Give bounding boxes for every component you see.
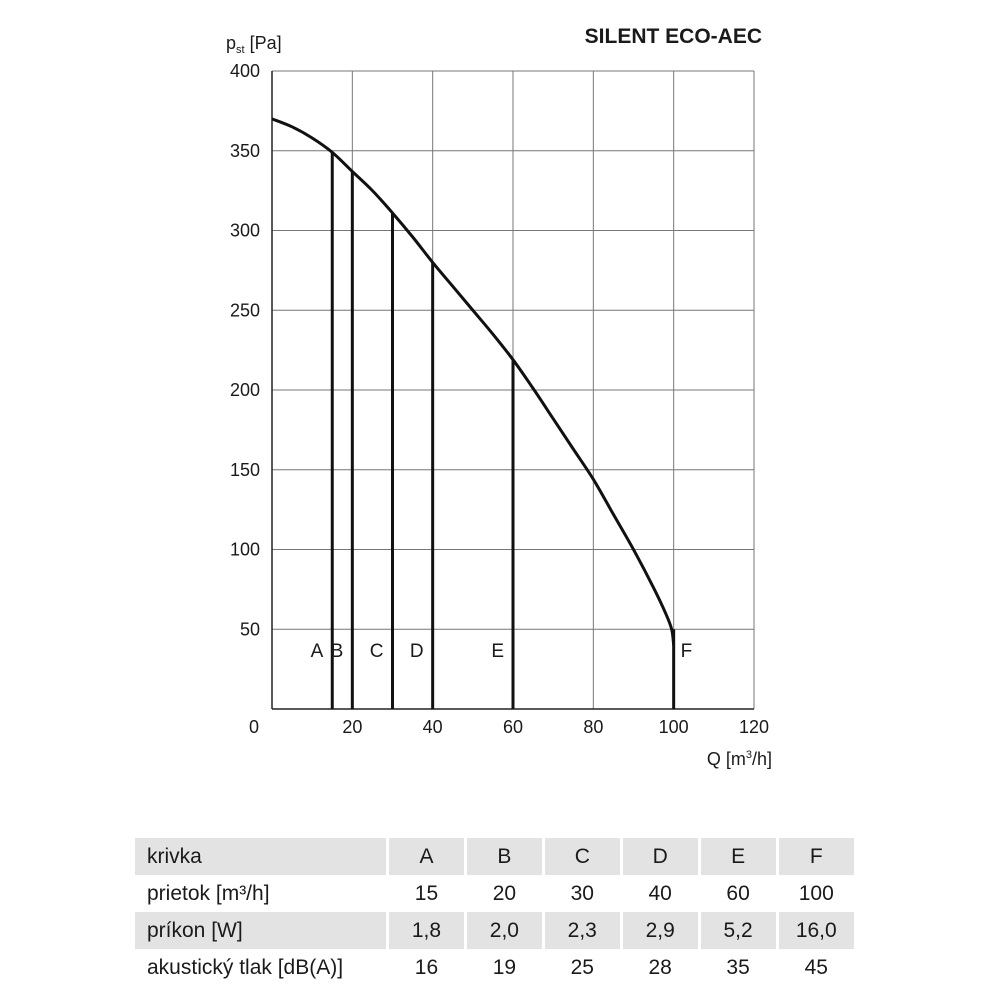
chart-title: SILENT ECO-AEC [584, 25, 762, 48]
table-row [135, 838, 854, 875]
x-tick-label: 120 [738, 717, 770, 737]
curve-label-e: E [491, 641, 504, 662]
table-row [135, 875, 854, 912]
table-cell: 35 [726, 956, 750, 979]
table-cell: 1,8 [389, 912, 464, 949]
y-tick-label: 350 [229, 140, 260, 161]
curve-label-d: D [409, 641, 424, 662]
curve-label-c: C [369, 641, 384, 662]
table-cell: E [701, 838, 776, 875]
table-cell: 2,3 [545, 912, 620, 949]
table-cell: 5,2 [701, 912, 776, 949]
table-cell: B [467, 838, 542, 875]
y-tick-label: 300 [229, 220, 260, 241]
table-cell: 20 [492, 882, 517, 905]
table-cell: 2,0 [467, 912, 542, 949]
x-tick-label: 100 [658, 717, 689, 737]
table-cell: 16,0 [779, 912, 854, 949]
table-cell: C [545, 838, 620, 875]
table-cell: D [623, 838, 698, 875]
x-tick-label: 60 [502, 717, 524, 737]
table-cell: 25 [570, 956, 594, 979]
origin-tick-label: 0 [248, 717, 260, 737]
curve-label-f: F [680, 641, 693, 662]
table-cell: 30 [570, 882, 594, 905]
table-cell: 40 [648, 882, 672, 905]
row-label: krivka [135, 838, 386, 875]
row-label: prietok [m³/h] [147, 882, 270, 905]
table-cell: 45 [804, 956, 828, 979]
table-cell: 19 [492, 956, 517, 979]
y-tick-label: 250 [229, 300, 260, 321]
row-label: príkon [W] [135, 912, 386, 949]
y-tick-label: 400 [229, 61, 260, 81]
x-tick-label: 80 [583, 717, 604, 737]
y-axis-label: $p_{st}$ [Pa] [226, 33, 282, 56]
curve-label-b: B [330, 641, 344, 662]
table-cell: 16 [414, 956, 439, 979]
table-cell: 2,9 [623, 912, 698, 949]
table-row [135, 949, 854, 986]
table-cell: 28 [648, 956, 672, 979]
table-cell: 15 [414, 882, 439, 905]
table-cell: A [389, 838, 464, 875]
y-tick-label: 100 [229, 539, 260, 560]
y-tick-label: 50 [239, 619, 260, 640]
x-tick-label: 40 [422, 717, 443, 737]
curve-label-a: A [310, 641, 324, 662]
performance-curves [272, 119, 674, 709]
x-tick-label: 20 [342, 717, 363, 737]
x-axis-label: Q $[m^3/h]$ [706, 749, 772, 769]
specification-table [132, 838, 857, 986]
table-cell: 100 [798, 882, 834, 905]
y-tick-label: 200 [229, 380, 260, 400]
row-label: akustický tlak [dB(A)] [147, 956, 344, 979]
table-row [135, 912, 854, 949]
table-cell: F [779, 838, 854, 875]
y-tick-label: 150 [229, 459, 260, 480]
table-cell: 60 [726, 882, 750, 905]
